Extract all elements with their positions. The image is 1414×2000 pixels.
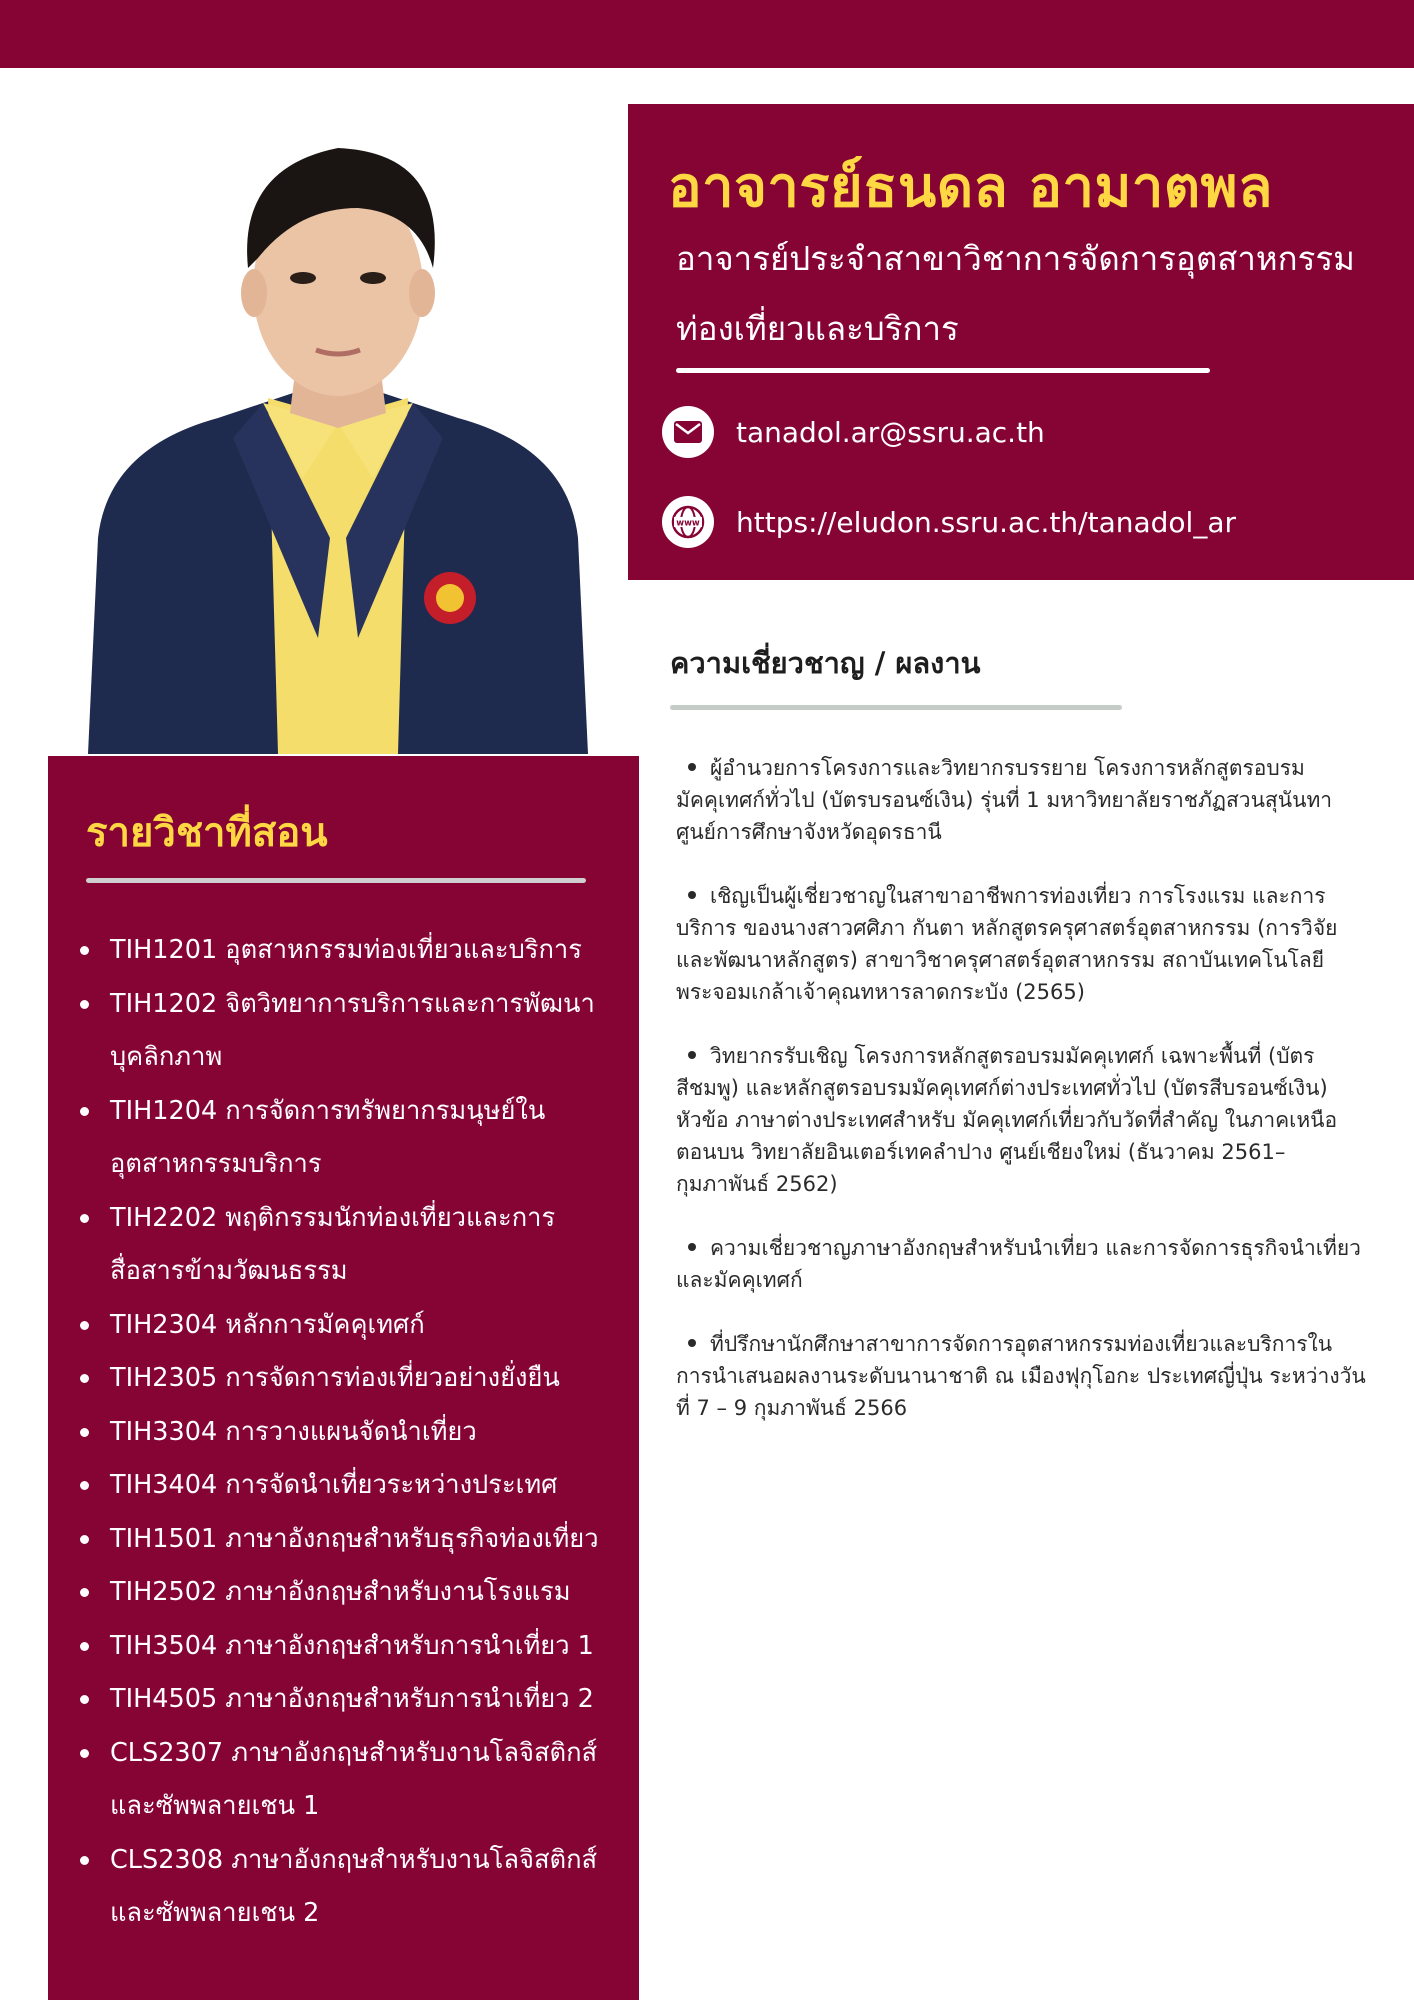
course-item: TIH1201 อุตสาหกรรมท่องเที่ยวและบริการ (68, 924, 628, 978)
expertise-text: ความเชี่ยวชาญภาษาอังกฤษสำหรับนำเที่ยว และการจัดการธุรกิจนำเที่ยวและมัคคุเทศก์ (676, 1236, 1361, 1292)
expertise-text: เชิญเป็นผู้เชี่ยวชาญในสาขาอาชีพการท่องเที่ยว การโรงแรม และการบริการ ของนางสาวศศิภา กันตา หลักสูตรครุศาสตร์อุตสาหกรรม (การวิจัยและพัฒนาหลักสูตร) สาขาวิชาครุศาสตร์อุตสาหกรรม สถาบันเทคโนโลยีพระจอมเกล้าเจ้าคุณทหารลาดกระบัง (2565) (676, 884, 1338, 1004)
contact-website[interactable] (662, 496, 1236, 548)
bullet-icon (688, 763, 696, 771)
contact-email[interactable] (662, 406, 1045, 458)
expertise-title: ความเชี่ยวชาญ / ผลงาน (670, 646, 981, 680)
course-item: TIH2304 หลักการมัคคุเทศก์ (68, 1299, 628, 1353)
course-item: TIH2502 ภาษาอังกฤษสำหรับงานโรงแรม (68, 1566, 628, 1620)
course-item: TIH3404 การจัดนำเที่ยวระหว่างประเทศ (68, 1459, 628, 1513)
bullet-icon (688, 1051, 696, 1059)
svg-text:www: www (676, 518, 700, 529)
bullet-icon (688, 1339, 696, 1347)
courses-panel (48, 756, 639, 2000)
course-item: TIH2202 พฤติกรรมนักท่องเที่ยวและการสื่อสารข้ามวัฒนธรรม (68, 1192, 628, 1299)
course-item: CLS2307 ภาษาอังกฤษสำหรับงานโลจิสติกส์และซัพพลายเชน 1 (68, 1727, 628, 1834)
bullet-icon (688, 1243, 696, 1251)
www-globe-icon (662, 496, 714, 548)
expertise-item (676, 1328, 1366, 1424)
header-panel (628, 104, 1414, 580)
header-divider (676, 368, 1210, 373)
course-item: TIH1202 จิตวิทยาการบริการและการพัฒนาบุคลิกภาพ (68, 978, 628, 1085)
courses-divider (86, 878, 586, 883)
course-item: TIH3304 การวางแผนจัดนำเที่ยว (68, 1406, 628, 1460)
expertise-divider (670, 705, 1122, 710)
course-item: TIH4505 ภาษาอังกฤษสำหรับการนำเที่ยว 2 (68, 1673, 628, 1727)
course-item: TIH3504 ภาษาอังกฤษสำหรับการนำเที่ยว 1 (68, 1620, 628, 1674)
expertise-item (676, 1232, 1366, 1296)
expertise-item (676, 752, 1366, 848)
expertise-item (676, 1040, 1366, 1200)
envelope-icon (662, 406, 714, 458)
expertise-text: ผู้อำนวยการโครงการและวิทยากรบรรยาย โครงการหลักสูตรอบรมมัคคุเทศก์ทั่วไป (บัตรบรอนซ์เงิน) รุ่นที่ 1 มหาวิทยาลัยราชภัฏสวนสุนันทา ศูนย์การศึกษาจังหวัดอุดรธานี (676, 756, 1333, 844)
profile-photo (68, 118, 608, 754)
teacher-name: อาจารย์ธนดล อามาตพล (668, 155, 1273, 220)
top-accent-bar (0, 0, 1414, 68)
expertise-text: ที่ปรึกษานักศึกษาสาขาการจัดการอุตสาหกรรมท่องเที่ยวและบริการในการนำเสนอผลงานระดับนานาชาติ ณ เมืองฟุกุโอกะ ประเทศญี่ปุ่น ระหว่างวันที่ 7 – 9 กุมภาพันธ์ 2566 (676, 1332, 1366, 1420)
bullet-icon (688, 891, 696, 899)
course-list (68, 924, 628, 1941)
expertise-list (676, 752, 1366, 1456)
course-item: CLS2308 ภาษาอังกฤษสำหรับงานโลจิสติกส์และซัพพลายเชน 2 (68, 1834, 628, 1941)
email-text[interactable]: tanadol.ar@ssru.ac.th (736, 415, 1045, 449)
courses-title: รายวิชาที่สอน (86, 810, 328, 856)
course-item: TIH1501 ภาษาอังกฤษสำหรับธุรกิจท่องเที่ยว (68, 1513, 628, 1567)
expertise-item (676, 880, 1366, 1008)
teacher-position: อาจารย์ประจำสาขาวิชาการจัดการอุตสาหกรรมท่องเที่ยวและบริการ (676, 239, 1355, 348)
course-item: TIH1204 การจัดการทรัพยากรมนุษย์ในอุตสาหกรรมบริการ (68, 1085, 628, 1192)
expertise-text: วิทยากรรับเชิญ โครงการหลักสูตรอบรมมัคคุเทศก์ เฉพาะพื้นที่ (บัตรสีชมพู) และหลักสูตรอบรมมัคคุเทศก์ต่างประเทศทั่วไป (บัตรสีบรอนซ์เงิน) หัวข้อ ภาษาต่างประเทศสำหรับ มัคคุเทศก์เที่ยวกับวัดที่สำคัญ ในภาคเหนือตอนบน วิทยาลัยอินเตอร์เทคลำปาง ศูนย์เชียงใหม่ (ธันวาคม 2561– กุมภาพันธ์ 2562) (676, 1044, 1338, 1196)
website-text[interactable]: https://eludon.ssru.ac.th/tanadol_ar (736, 505, 1237, 539)
course-item: TIH2305 การจัดการท่องเที่ยวอย่างยั่งยืน (68, 1352, 628, 1406)
